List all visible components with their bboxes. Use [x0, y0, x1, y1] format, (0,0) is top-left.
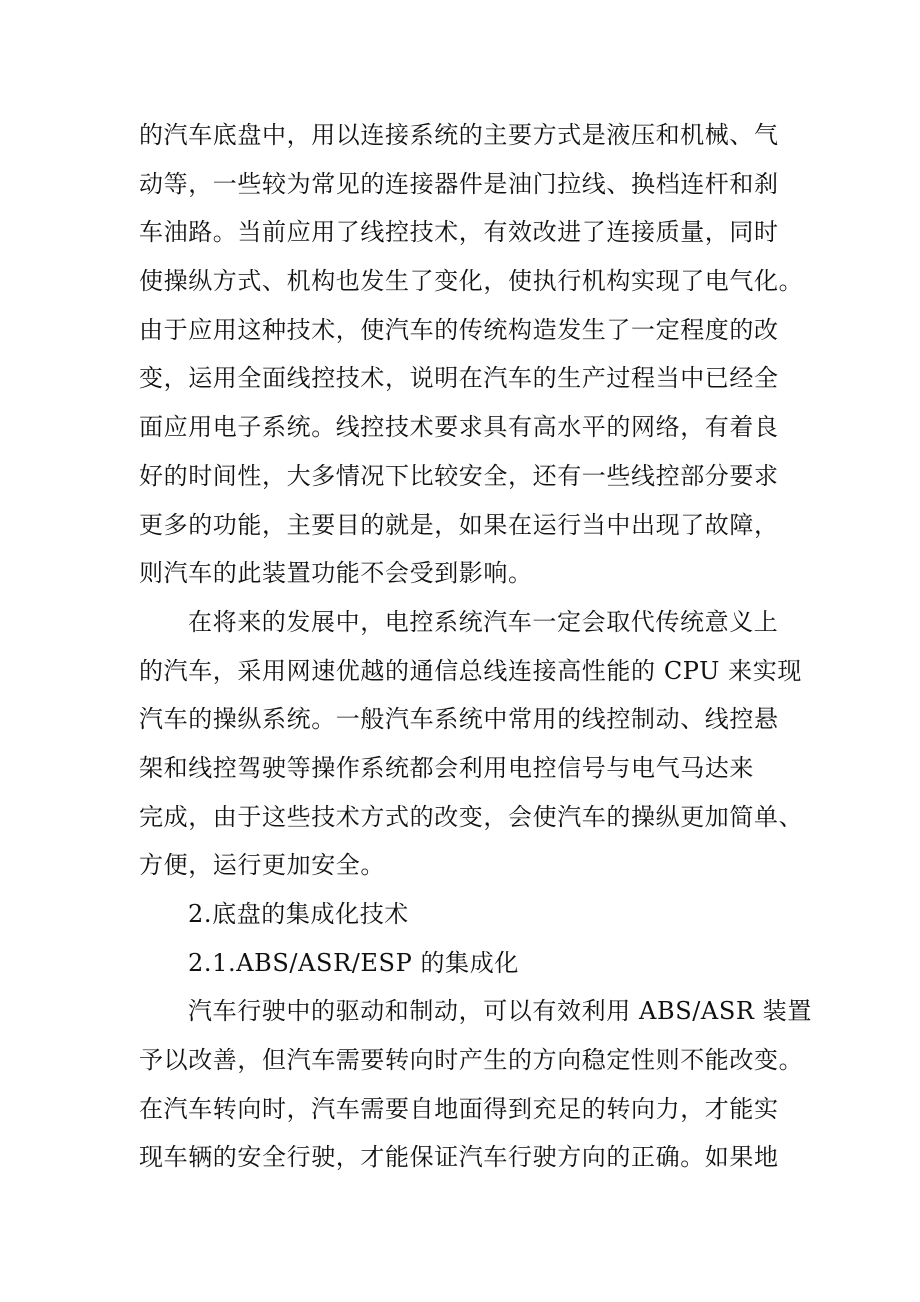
text-line: 使操纵方式、机构也发生了变化，使执行机构实现了电气化。: [139, 267, 804, 296]
body-text: [139, 111, 812, 1182]
text-line: 变，运用全面线控技术，说明在汽车的生产过程当中已经全: [139, 364, 779, 393]
text-line: 方便，运行更加安全。: [139, 851, 385, 880]
text-line: 的汽车底盘中，用以连接系统的主要方式是液压和机械、气: [139, 121, 779, 149]
text-line: 好的时间性，大多情况下比较安全，还有一些线控部分要求: [139, 461, 779, 490]
text-line: 在汽车转向时，汽车需要自地面得到充足的转向力，才能实: [139, 1094, 779, 1123]
paragraph-start-line: 2.1.ABS/ASR/ESP 的集成化: [188, 948, 519, 977]
text-line: 则汽车的此装置功能不会受到影响。: [139, 559, 533, 588]
paragraph-start-line: 在将来的发展中，电控系统汽车一定会取代传统意义上: [188, 607, 779, 636]
paragraph-start-line: 2.底盘的集成化技术: [188, 900, 409, 928]
text-line: 现车辆的安全行驶，才能保证汽车行驶方向的正确。如果地: [139, 1143, 779, 1172]
text-line: 的汽车，采用网速优越的通信总线连接高性能的 CPU 来实现: [139, 656, 802, 685]
text-line: 汽车的操纵系统。一般汽车系统中常用的线控制动、线控悬: [139, 705, 779, 734]
text-line: 更多的功能，主要目的就是，如果在运行当中出现了故障，: [139, 510, 779, 539]
paragraph-start-line: 汽车行驶中的驱动和制动，可以有效利用 ABS/ASR 装置: [188, 997, 812, 1026]
text-line: 完成，由于这些技术方式的改变，会使汽车的操纵更加简单、: [139, 802, 804, 831]
text-line: 由于应用这种技术，使汽车的传统构造发生了一定程度的改: [139, 315, 779, 344]
text-line: 面应用电子系统。线控技术要求具有高水平的网络，有着良: [139, 413, 779, 442]
text-line: 架和线控驾驶等操作系统都会利用电控信号与电气马达来: [139, 753, 754, 782]
text-line: 车油路。当前应用了线控技术，有效改进了连接质量，同时: [139, 218, 779, 247]
text-line: 动等，一些较为常见的连接器件是油门拉线、换档连杆和刹: [139, 169, 779, 198]
text-line: 予以改善，但汽车需要转向时产生的方向稳定性则不能改变。: [139, 1046, 804, 1075]
